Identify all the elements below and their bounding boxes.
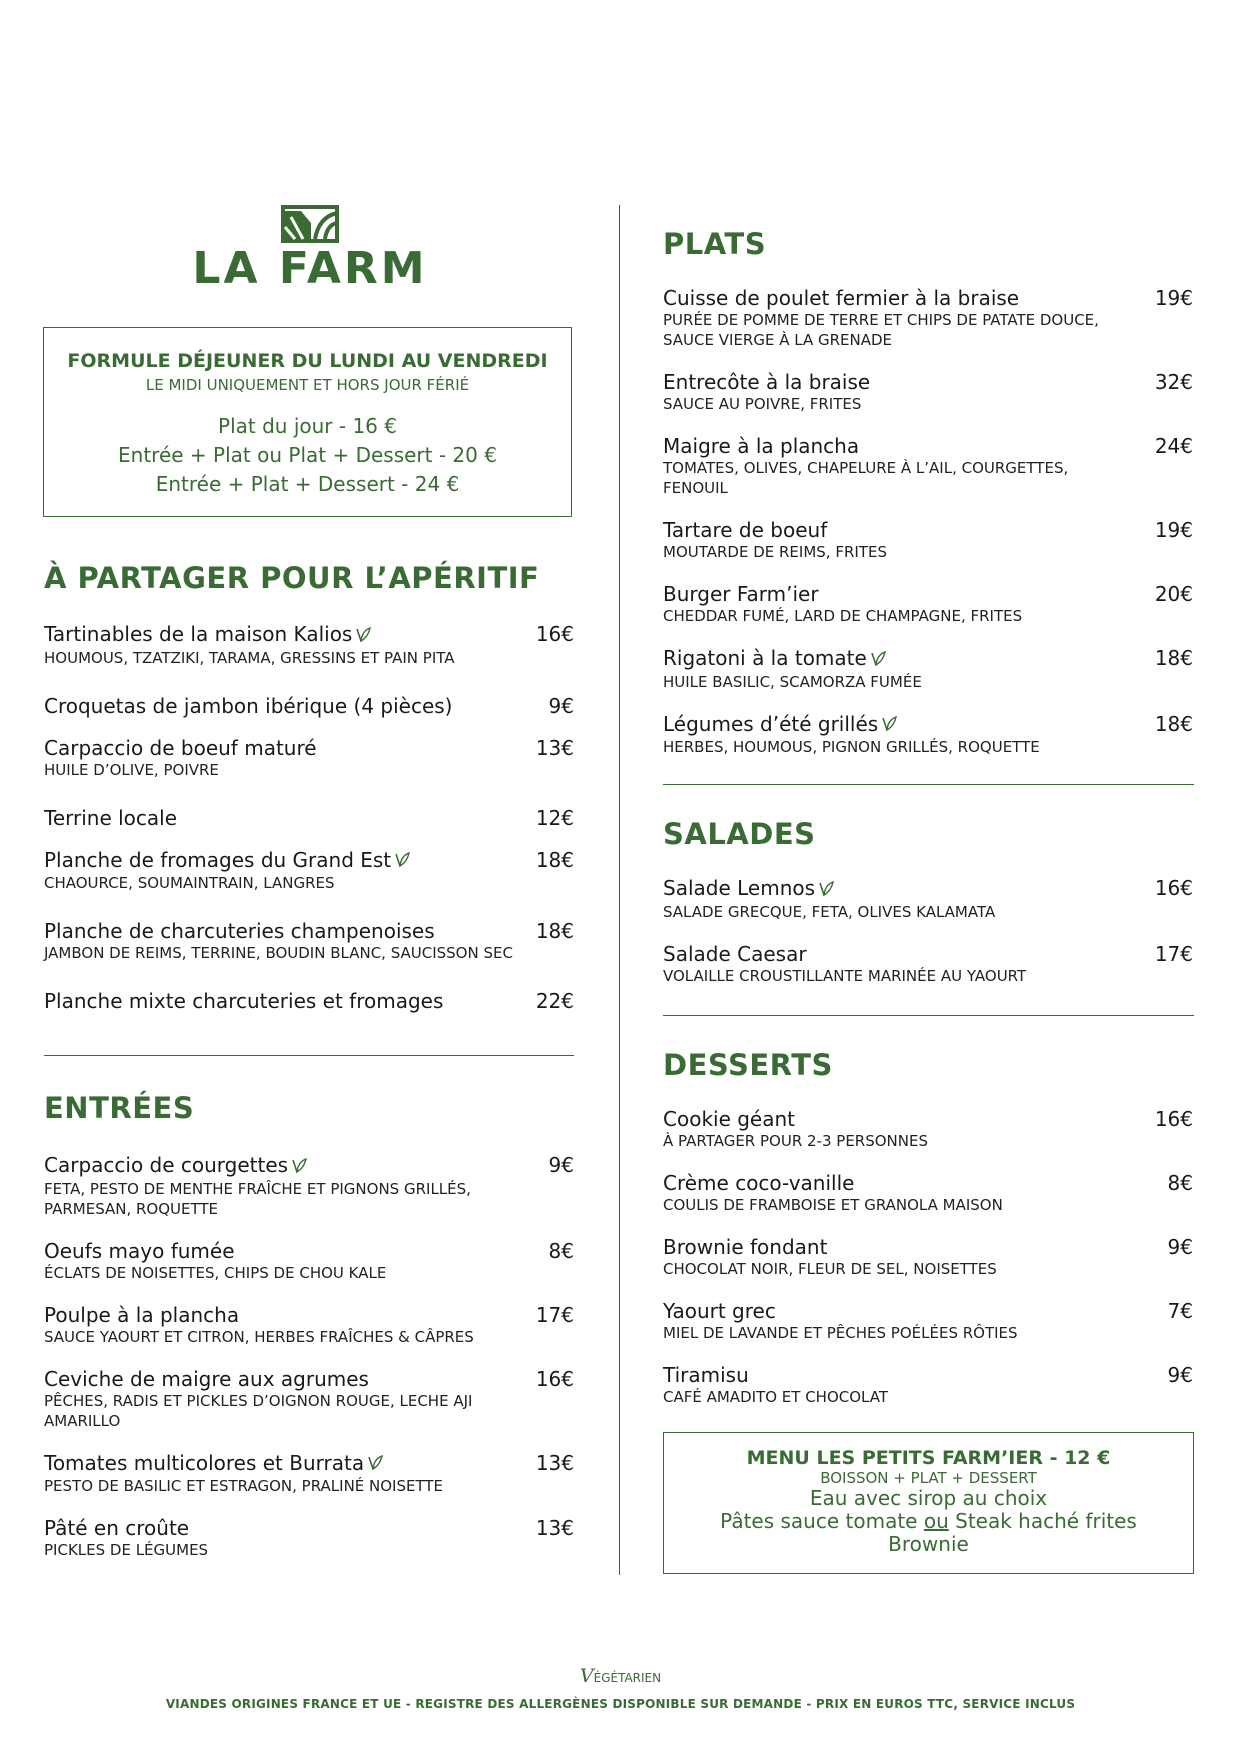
menu-item-description: ÉCLATS DE NOISETTES, CHIPS DE CHOU KALE [44, 1263, 387, 1282]
veg-leaf-icon: V [579, 1665, 594, 1687]
menu-item-description: FETA, PESTO DE MENTHE FRAÎCHE ET PIGNONS GRILLÉS, PARMESAN, ROQUETTE [44, 1179, 471, 1218]
menu-item-price: 9€ [1167, 1363, 1193, 1387]
menu-item-name: Planche de fromages du Grand Est [44, 848, 574, 874]
kids-menu-dessert: Brownie [888, 1532, 969, 1556]
menu-item-description: CHOCOLAT NOIR, FLEUR DE SEL, NOISETTES [663, 1260, 997, 1278]
menu-item-price: 32€ [1154, 370, 1193, 394]
menu-item-price: 19€ [1154, 286, 1193, 310]
vegetarian-leaf-icon [368, 1452, 383, 1476]
menu-item-description: HUILE BASILIC, SCAMORZA FUMÉE [663, 672, 922, 691]
kids-main-option-b: Steak haché frites [955, 1509, 1137, 1533]
vegetarian-leaf-icon [395, 849, 410, 873]
menu-item-description: JAMBON DE REIMS, TERRINE, BOUDIN BLANC, SAUCISSON SEC [44, 944, 513, 962]
formule-option: Entrée + Plat ou Plat + Dessert - 20 € [118, 443, 497, 467]
section-separator [663, 1015, 1194, 1016]
section-entrees [44, 1091, 574, 1560]
kids-menu-title: MENU LES PETITS FARM’IER - 12 € [746, 1447, 1111, 1469]
formule-title: FORMULE DÉJEUNER DU LUNDI AU VENDREDI [67, 350, 548, 372]
menu-item-description: CHEDDAR FUMÉ, LARD DE CHAMPAGNE, FRITES [663, 607, 1023, 625]
menu-item-name: Pâté en croûte [44, 1516, 190, 1540]
menu-item [44, 806, 574, 830]
menu-item-name: Tomates multicolores et Burrata [44, 1451, 574, 1477]
menu-item-name: Yaourt grec [663, 1299, 776, 1323]
vegetarian-leaf-icon [356, 624, 371, 648]
menu-item [663, 286, 1193, 350]
menu-item-name: Entrecôte à la braise [663, 370, 871, 394]
menu-item-description: PÊCHES, RADIS ET PICKLES D’OIGNON ROUGE, LECHE AJI AMARILLO [44, 1391, 473, 1430]
menu-item-price: 17€ [1154, 941, 1193, 966]
menu-item-price: 8€ [548, 1238, 574, 1263]
menu-item-description: VOLAILLE CROUSTILLANTE MARINÉE AU YAOURT [663, 966, 1027, 985]
vegetarian-leaf-icon [292, 1155, 307, 1179]
section-aperitif [44, 561, 574, 1013]
menu-item-description: PURÉE DE POMME DE TERRE ET CHIPS DE PATATE DOUCE, SAUCE VIERGE À LA GRENADE [663, 311, 1099, 349]
menu-item [663, 1107, 1193, 1151]
menu-item-description: TOMATES, OLIVES, CHAPELURE À L’AIL, COURGETTES, FENOUIL [663, 459, 1069, 497]
menu-item-description: MIEL DE LAVANDE ET PÊCHES POÉLÉES RÔTIES [663, 1324, 1018, 1342]
menu-item-description: CHAOURCE, SOUMAINTRAIN, LANGRES [44, 874, 335, 892]
menu-item-name: Burger Farm’ier [663, 582, 819, 606]
menu-item-description: COULIS DE FRAMBOISE ET GRANOLA MAISON [663, 1196, 1003, 1214]
brand-logo [180, 205, 440, 295]
menu-item-price: 8€ [1167, 1171, 1193, 1195]
section-title: SALADES [663, 817, 816, 851]
menu-item-description: SAUCE YAOURT ET CITRON, HERBES FRAÎCHES & CÂPRES [44, 1327, 474, 1346]
section-separator [663, 784, 1194, 785]
menu-item-name: Maigre à la plancha [663, 434, 860, 458]
menu-item [663, 1299, 1193, 1343]
menu-item-name: Terrine locale [44, 805, 178, 830]
menu-item [663, 876, 1193, 922]
section-title: À PARTAGER POUR L’APÉRITIF [44, 561, 540, 595]
kids-menu-drink: Eau avec sirop au choix [809, 1486, 1048, 1510]
menu-item-description: PICKLES DE LÉGUMES [44, 1541, 209, 1559]
section-salades [663, 817, 1193, 986]
menu-item-price: 19€ [1154, 518, 1193, 542]
menu-item-price: 12€ [535, 805, 574, 830]
menu-item-name: Oeufs mayo fumée [44, 1238, 235, 1263]
menu-item-price: 16€ [1154, 876, 1193, 900]
menu-item [44, 1153, 574, 1219]
menu-item [663, 646, 1193, 692]
menu-item-name: Carpaccio de courgettes [44, 1153, 574, 1179]
menu-item [44, 989, 574, 1013]
menu-item-description: CAFÉ AMADITO ET CHOCOLAT [663, 1388, 888, 1406]
menu-item-description: HUILE D’OLIVE, POIVRE [44, 760, 219, 779]
menu-item-name: Légumes d’été grillés [663, 712, 1193, 738]
menu-item [44, 1451, 574, 1497]
formule-subtitle: LE MIDI UNIQUEMENT ET HORS JOUR FÉRIÉ [145, 376, 470, 394]
menu-item-name: Salade Lemnos [663, 876, 1193, 902]
menu-item [44, 1239, 574, 1283]
kids-menu-box [663, 1432, 1194, 1574]
menu-item [44, 1303, 574, 1347]
kids-menu-subtitle: BOISSON + PLAT + DESSERT [820, 1469, 1037, 1487]
menu-item-price: 16€ [535, 622, 574, 646]
menu-item [44, 694, 574, 718]
menu-item-price: 13€ [535, 1516, 574, 1540]
menu-item-name: Planche mixte charcuteries et fromages [44, 989, 444, 1013]
menu-item [44, 919, 574, 963]
menu-item [663, 370, 1193, 414]
menu-item [663, 1171, 1193, 1215]
menu-item-price: 18€ [1154, 711, 1193, 736]
menu-item-price: 16€ [535, 1366, 574, 1391]
menu-item-price: 13€ [535, 1450, 574, 1475]
menu-item-name: Tiramisu [663, 1363, 749, 1387]
menu-item [44, 1367, 574, 1431]
menu-item [663, 582, 1193, 626]
menu-item-name: Crème coco-vanille [663, 1171, 855, 1195]
menu-item-price: 9€ [1167, 1235, 1193, 1259]
formule-option: Plat du jour - 16 € [218, 414, 397, 438]
vegetarian-leaf-icon [882, 713, 897, 737]
section-plats [663, 227, 1193, 757]
menu-item-price: 24€ [1154, 434, 1193, 458]
menu-item-name: Ceviche de maigre aux agrumes [44, 1366, 369, 1391]
vegetarian-leaf-icon [819, 878, 834, 902]
column-divider [619, 205, 620, 1575]
menu-item-price: 20€ [1154, 582, 1193, 606]
menu-item-name: Rigatoni à la tomate [663, 646, 1193, 672]
kids-main-or: ou [923, 1509, 949, 1533]
menu-item [663, 434, 1193, 498]
menu-item-description: SAUCE AU POIVRE, FRITES [663, 395, 862, 413]
menu-item-name: Cookie géant [663, 1107, 796, 1131]
menu-item [663, 1363, 1193, 1407]
menu-item [663, 712, 1193, 758]
menu-item-name: Cuisse de poulet fermier à la braise [663, 286, 1020, 310]
menu-item-price: 18€ [535, 919, 574, 943]
section-title: PLATS [663, 227, 767, 261]
menu-item-description: HOUMOUS, TZATZIKI, TARAMA, GRESSINS ET PAIN PITA [44, 648, 455, 667]
menu-item-description: MOUTARDE DE REIMS, FRITES [663, 543, 887, 561]
section-separator [44, 1055, 574, 1056]
menu-item-description: HERBES, HOUMOUS, PIGNON GRILLÉS, ROQUETTE [663, 738, 1040, 756]
menu-item-price: 22€ [535, 989, 574, 1013]
menu-item-name: Carpaccio de boeuf maturé [44, 735, 317, 760]
menu-item [663, 942, 1193, 986]
menu-item-name: Croquetas de jambon ibérique (4 pièces) [44, 693, 453, 718]
menu-item [44, 736, 574, 780]
menu-item [663, 518, 1193, 562]
menu-item-price: 9€ [548, 693, 574, 718]
menu-item-price: 13€ [535, 735, 574, 760]
menu-item [44, 622, 574, 668]
footer-notice: VIANDES ORIGINES FRANCE ET UE - REGISTRE DES ALLERGÈNES DISPONIBLE SUR DEMANDE - PRIX EN EUROS TTC, SERVICE INCLUS [165, 1697, 1076, 1711]
menu-item-price: 7€ [1167, 1299, 1193, 1323]
section-title: ENTRÉES [44, 1091, 195, 1125]
veg-legend-label: ÉGÉTARIEN [593, 1671, 662, 1685]
menu-item-price: 9€ [548, 1153, 574, 1177]
menu-item-name: Planche de charcuteries champenoises [44, 919, 435, 943]
menu-item-description: À PARTAGER POUR 2-3 PERSONNES [663, 1132, 928, 1150]
brand-name: LA FARM [192, 243, 428, 294]
menu-item [44, 1516, 574, 1560]
farm-field-icon [281, 205, 339, 243]
kids-main-option-a: Pâtes sauce tomate [720, 1509, 918, 1533]
menu-item [44, 848, 574, 894]
menu-item [663, 1235, 1193, 1279]
menu-item-name: Salade Caesar [663, 941, 807, 966]
menu-item-price: 18€ [535, 847, 574, 872]
menu-item-description: PESTO DE BASILIC ET ESTRAGON, PRALINÉ NOISETTE [44, 1477, 444, 1495]
menu-item-name: Tartinables de la maison Kalios [44, 622, 574, 648]
menu-item-price: 16€ [1154, 1107, 1193, 1131]
formule-dejeuner-box [43, 327, 572, 517]
formule-option: Entrée + Plat + Dessert - 24 € [155, 472, 460, 496]
kids-menu-main [664, 1510, 1193, 1533]
menu-item-name: Tartare de boeuf [663, 518, 828, 542]
menu-item-name: Poulpe à la plancha [44, 1302, 240, 1327]
vegetarian-leaf-icon [871, 648, 886, 672]
menu-item-description: SALADE GRECQUE, FETA, OLIVES KALAMATA [663, 902, 996, 921]
veg-legend [0, 1665, 1241, 1687]
menu-item-price: 17€ [535, 1302, 574, 1327]
section-title: DESSERTS [663, 1048, 833, 1082]
section-desserts [663, 1048, 1193, 1407]
menu-item-price: 18€ [1154, 646, 1193, 670]
menu-item-name: Brownie fondant [663, 1235, 828, 1259]
